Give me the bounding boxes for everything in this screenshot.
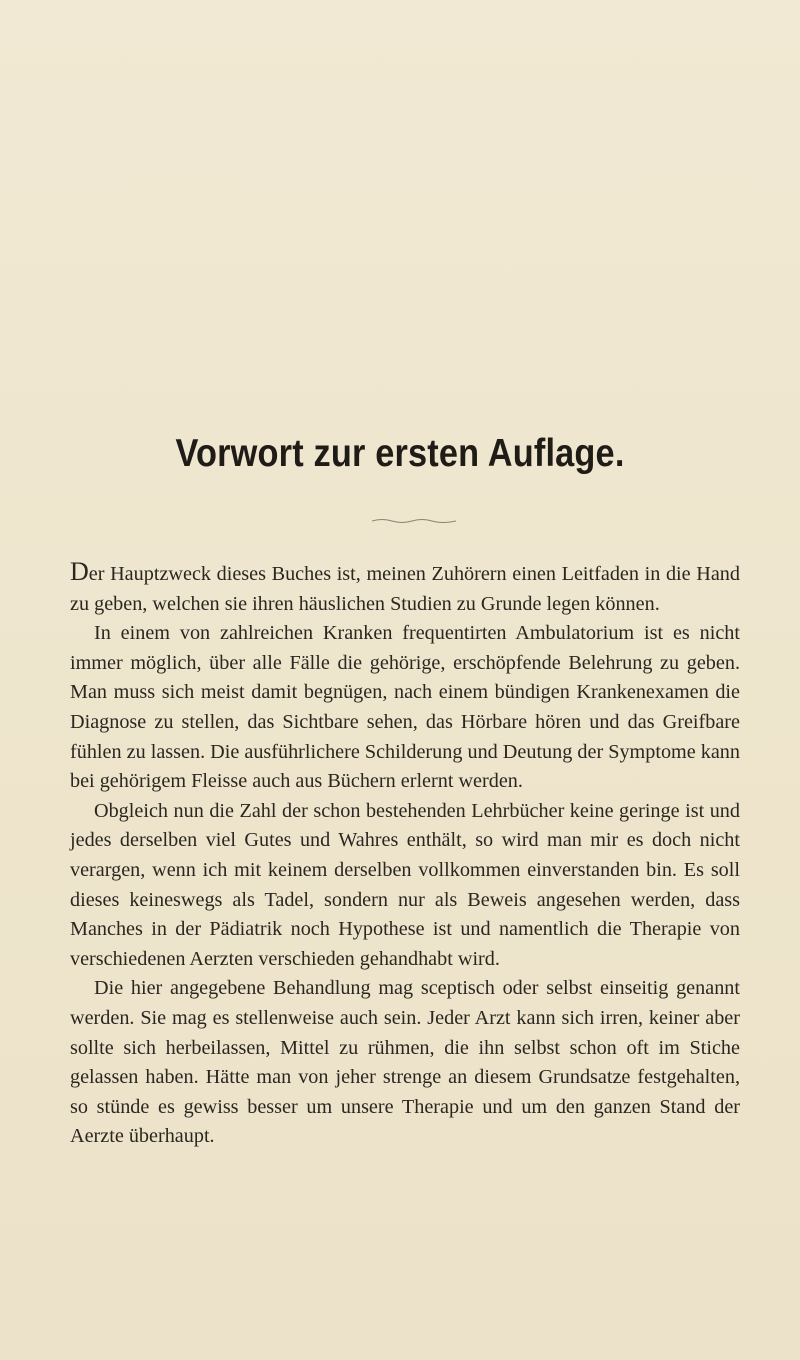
- preface-body: [70, 557, 740, 1152]
- page-title: Vorwort zur ersten Auflage.: [175, 432, 625, 475]
- paragraph-1: [70, 557, 740, 619]
- paragraph-1-text: er Hauptzweck dieses Buches ist, meinen Zuhörern einen Leitfaden in die Hand zu geben, welchen sie ihren häuslichen Studien zu Grunde legen können.: [70, 563, 740, 615]
- paragraph-3: Obgleich nun die Zahl der schon bestehenden Lehrbücher keine geringe ist und jedes derselben viel Gutes und Wahres enthält, so wird man mir es doch nicht verargen, wenn ich mit keinem derselben vollkommen einverstanden bin. Es soll dieses keineswegs als Tadel, sondern nur als Beweis angesehen werden, dass Manches in der Pädiatrik noch Hypothese ist und namentlich die Therapie von verschiedenen Aerzten verschieden gehandhabt wird.: [70, 799, 740, 970]
- decorative-rule: [372, 518, 456, 524]
- paragraph-4: Die hier angegebene Behandlung mag sceptisch oder selbst einseitig genannt werden. Sie mag es stellenweise auch sein. Jeder Arzt kann sich irren, keiner aber sollte sich herbeilassen, Mittel zu rühmen, die ihn selbst schon oft im Stiche gelassen haben. Hätte man von jeher strenge an diesem Grundsatze festgehalten, so stünde es gewiss besser um unsere Therapie und um den ganzen Stand der Aerzte überhaupt.: [70, 977, 740, 1148]
- paragraph-2: In einem von zahlreichen Kranken frequentirten Ambulatorium ist es nicht immer möglich, über alle Fälle die gehörige, erschöpfende Belehrung zu geben. Man muss sich meist damit begnügen, nach einem bündigen Krankenexamen die Diagnose zu stellen, das Sichtbare sehen, das Hörbare hören und das Greifbare fühlen zu lassen. Die ausführlichere Schilderung und Deutung der Symptome kann bei gehörigem Fleisse auch aus Büchern erlernt werden.: [70, 622, 740, 793]
- drop-cap: D: [70, 557, 89, 586]
